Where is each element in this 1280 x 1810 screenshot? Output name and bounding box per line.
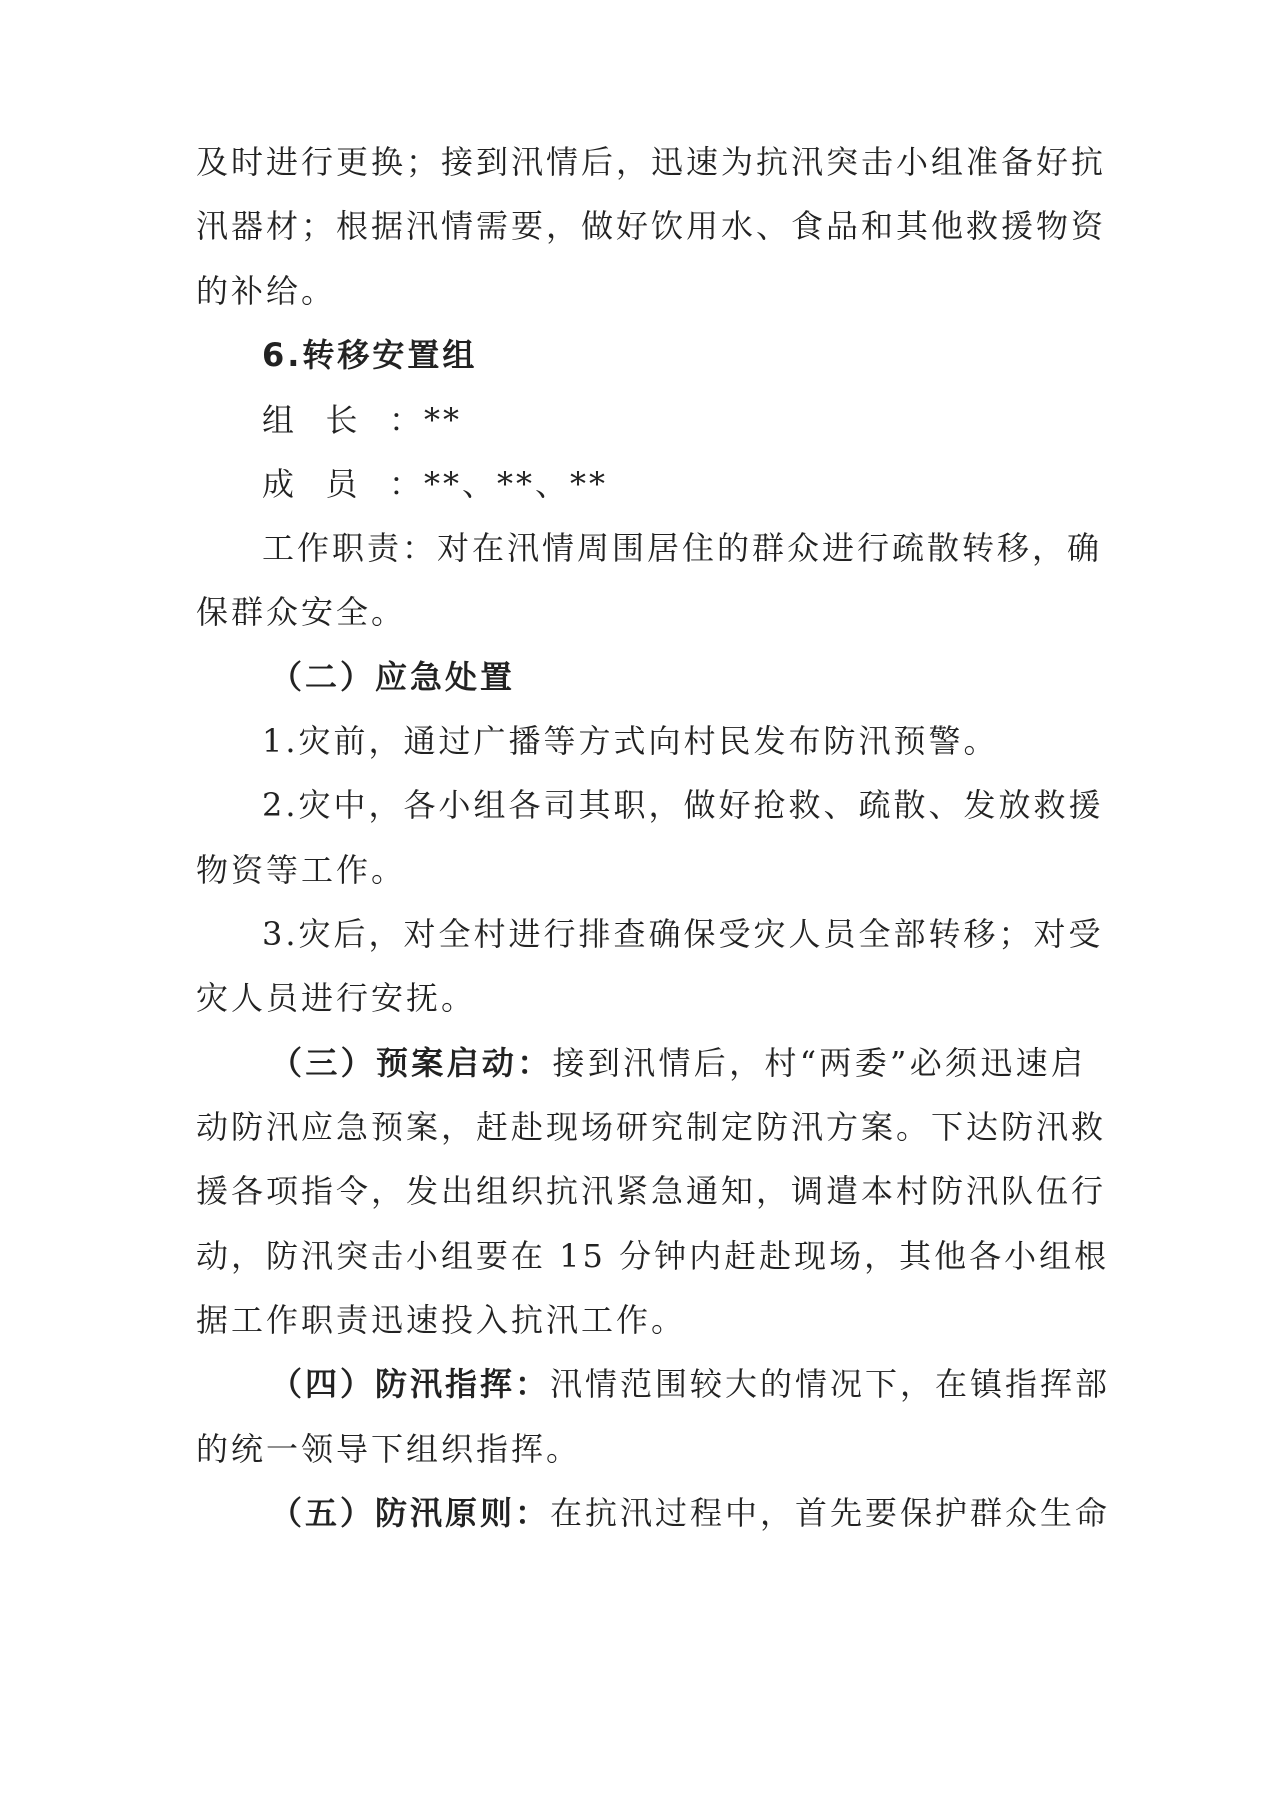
leader-row — [262, 400, 1086, 440]
members-label: 成员： — [262, 465, 424, 503]
text-line: 汛情范围较大的情况下，在镇指挥部 — [550, 1365, 1111, 1403]
text-line: 2.灾中，各小组各司其职，做好抢救、疏散、发放救援 — [262, 786, 1104, 824]
members-value: **、**、** — [424, 465, 609, 503]
leader-label: 组长： — [262, 401, 424, 439]
section-heading: 6.转移安置组 — [262, 336, 478, 374]
text-line: 的补给。 — [196, 272, 337, 310]
text-line: 据工作职责迅速投入抗汛工作。 — [196, 1301, 687, 1339]
leader-value: ** — [424, 401, 462, 439]
text-line: 动防汛应急预案，赶赴现场研究制定防汛方案。下达防汛救 — [196, 1108, 1107, 1146]
text-line: 保群众安全。 — [196, 593, 407, 631]
text-line: 工作职责：对在汛情周围居住的群众进行疏散转移，确 — [262, 529, 1103, 567]
text-line: 接到汛情后，村“两委”必须迅速启 — [552, 1044, 1086, 1082]
text-line: 汛器材；根据汛情需要，做好饮用水、食品和其他救援物资 — [196, 207, 1107, 245]
paragraph-line — [270, 1043, 1086, 1083]
text-line: 灾人员进行安抚。 — [196, 979, 477, 1017]
text-line: 在抗汛过程中，首先要保护群众生命 — [550, 1494, 1111, 1532]
paragraph-line — [270, 1364, 1111, 1404]
text-line: 及时进行更换；接到汛情后，迅速为抗汛突击小组准备好抗 — [196, 143, 1107, 181]
text-line: 的统一领导下组织指挥。 — [196, 1430, 582, 1468]
text-line: 动，防汛突击小组要在 15 分钟内赶赴现场，其他各小组根 — [196, 1237, 1110, 1275]
text-line: 物资等工作。 — [196, 851, 407, 889]
text-line: 1.灾前，通过广播等方式向村民发布防汛预警。 — [262, 722, 999, 760]
inline-heading: （四）防汛指挥： — [270, 1365, 551, 1403]
members-row — [262, 464, 1086, 504]
text-line: 援各项指令，发出组织抗汛紧急通知，调遣本村防汛队伍行 — [196, 1172, 1107, 1210]
inline-heading: （三）预案启动： — [270, 1044, 553, 1082]
paragraph-line — [270, 1493, 1111, 1533]
section-heading: （二）应急处置 — [270, 658, 516, 696]
inline-heading: （五）防汛原则： — [270, 1494, 551, 1532]
text-line: 3.灾后，对全村进行排查确保受灾人员全部转移；对受 — [262, 915, 1104, 953]
